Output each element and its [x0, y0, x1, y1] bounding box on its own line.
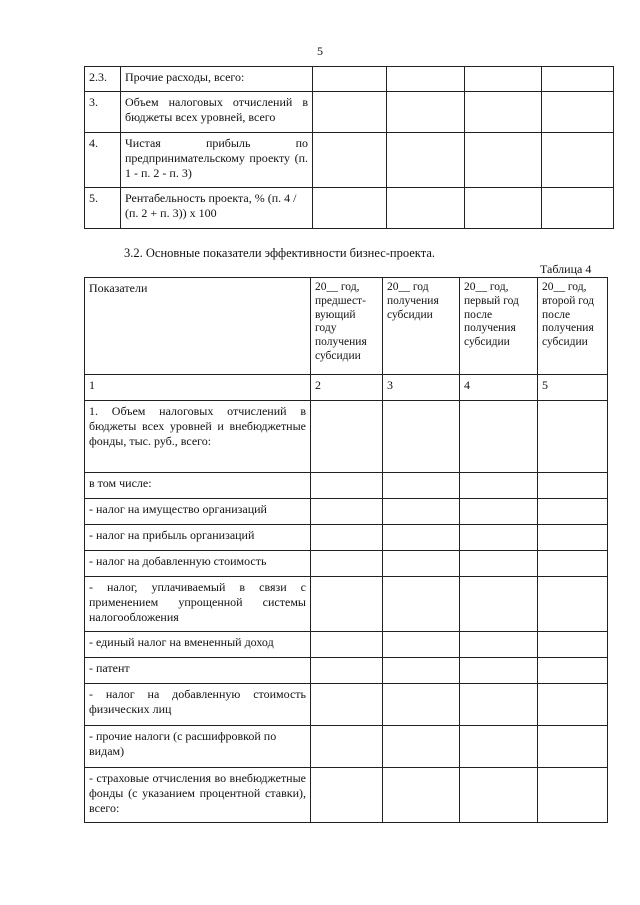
header-indicators: Показатели: [85, 278, 311, 375]
table-row: [85, 188, 614, 229]
empty-cell: [311, 499, 383, 525]
empty-cell: [311, 632, 383, 658]
empty-cell: [387, 92, 465, 133]
page-number: 5: [317, 44, 323, 58]
table-row: [85, 133, 614, 188]
table-row: [85, 684, 608, 726]
indicator-label: - налог на добавленную стоимость физических лиц: [85, 684, 311, 726]
empty-cell: [538, 658, 608, 684]
empty-cell: [311, 551, 383, 577]
empty-cell: [460, 632, 538, 658]
empty-cell: [538, 473, 608, 499]
empty-cell: [387, 67, 465, 92]
empty-cell: [460, 577, 538, 632]
empty-cell: [313, 67, 387, 92]
empty-cell: [538, 726, 608, 768]
empty-cell: [311, 726, 383, 768]
empty-cell: [538, 401, 608, 473]
empty-cell: [313, 133, 387, 188]
empty-cell: [311, 525, 383, 551]
empty-cell: [460, 499, 538, 525]
table-row: [85, 525, 608, 551]
table-row: [85, 551, 608, 577]
row-label: Прочие расходы, всего:: [121, 67, 313, 92]
header-year-before-subsidy: 20__ год, предшест- вующий году получения субсидии: [311, 278, 383, 375]
empty-cell: [460, 401, 538, 473]
indicator-label: - страховые отчисления во внебюджетные фонды (с указанием процентной ставки), всего:: [85, 768, 311, 823]
empty-cell: [538, 551, 608, 577]
row-label: Рентабельность проекта, % (п. 4 / (п. 2 + п. 3)) х 100: [121, 188, 313, 229]
empty-cell: [383, 684, 460, 726]
empty-cell: [542, 67, 614, 92]
section-title: 3.2. Основные показатели эффективности бизнес-проекта.: [124, 246, 435, 260]
indicator-label: - налог на имущество организаций: [85, 499, 311, 525]
row-number: 3.: [85, 92, 121, 133]
empty-cell: [460, 658, 538, 684]
indicator-label: - налог на прибыль организаций: [85, 525, 311, 551]
table-row: [85, 92, 614, 133]
empty-cell: [465, 67, 542, 92]
empty-cell: [311, 658, 383, 684]
empty-cell: [538, 499, 608, 525]
table-row: [85, 67, 614, 92]
empty-cell: [311, 401, 383, 473]
table-row: [85, 768, 608, 823]
table-row: [85, 473, 608, 499]
column-number: 1: [85, 375, 311, 401]
indicator-label: 1. Объем налоговых отчислений в бюджеты всех уровней и внебюджетные фонды, тыс. руб., всего:: [85, 401, 311, 473]
empty-cell: [538, 632, 608, 658]
empty-cell: [465, 188, 542, 229]
empty-cell: [313, 188, 387, 229]
empty-cell: [387, 188, 465, 229]
empty-cell: [542, 92, 614, 133]
column-number: 4: [460, 375, 538, 401]
empty-cell: [383, 726, 460, 768]
row-number: 2.3.: [85, 67, 121, 92]
header-year-of-subsidy: 20__ год получения субсидии: [383, 278, 460, 375]
empty-cell: [465, 133, 542, 188]
empty-cell: [465, 92, 542, 133]
indicator-label: - единый налог на вмененный доход: [85, 632, 311, 658]
table-row: [85, 499, 608, 525]
empty-cell: [538, 768, 608, 823]
empty-cell: [311, 684, 383, 726]
column-number: 5: [538, 375, 608, 401]
empty-cell: [383, 632, 460, 658]
empty-cell: [311, 473, 383, 499]
indicator-label: - налог, уплачиваемый в связи с применением упрощенной системы налогообложения: [85, 577, 311, 632]
empty-cell: [460, 525, 538, 551]
indicator-label: - налог на добавленную стоимость: [85, 551, 311, 577]
empty-cell: [538, 684, 608, 726]
row-label: Объем налоговых отчислений в бюджеты всех уровней, всего: [121, 92, 313, 133]
empty-cell: [460, 726, 538, 768]
empty-cell: [311, 577, 383, 632]
empty-cell: [383, 658, 460, 684]
empty-cell: [313, 92, 387, 133]
header-second-year-after: 20__ год, второй год после получения субсидии: [538, 278, 608, 375]
table-caption: Таблица 4: [540, 262, 592, 276]
empty-cell: [460, 551, 538, 577]
empty-cell: [383, 551, 460, 577]
empty-cell: [542, 133, 614, 188]
empty-cell: [542, 188, 614, 229]
empty-cell: [311, 768, 383, 823]
table-row: [85, 658, 608, 684]
indicator-label: в том числе:: [85, 473, 311, 499]
indicator-label: - патент: [85, 658, 311, 684]
empty-cell: [538, 577, 608, 632]
row-label: Чистая прибыль по предпринимательскому проекту (п. 1 - п. 2 - п. 3): [121, 133, 313, 188]
indicator-label: - прочие налоги (с расшифровкой по видам): [85, 726, 311, 768]
empty-cell: [383, 499, 460, 525]
empty-cell: [460, 684, 538, 726]
row-number: 4.: [85, 133, 121, 188]
empty-cell: [460, 473, 538, 499]
table-row: [85, 632, 608, 658]
empty-cell: [460, 768, 538, 823]
empty-cell: [383, 577, 460, 632]
efficiency-table: [84, 277, 608, 823]
row-number: 5.: [85, 188, 121, 229]
empty-cell: [383, 473, 460, 499]
table-row: [85, 726, 608, 768]
column-number-row: [85, 375, 608, 401]
empty-cell: [383, 401, 460, 473]
column-number: 3: [383, 375, 460, 401]
column-number: 2: [311, 375, 383, 401]
table-header-row: [85, 278, 608, 375]
table-row: [85, 577, 608, 632]
empty-cell: [538, 525, 608, 551]
table-row: [85, 401, 608, 473]
empty-cell: [387, 133, 465, 188]
header-first-year-after: 20__ год, первый год после получения субсидии: [460, 278, 538, 375]
empty-cell: [383, 768, 460, 823]
empty-cell: [383, 525, 460, 551]
table-3-continuation: [84, 66, 614, 229]
